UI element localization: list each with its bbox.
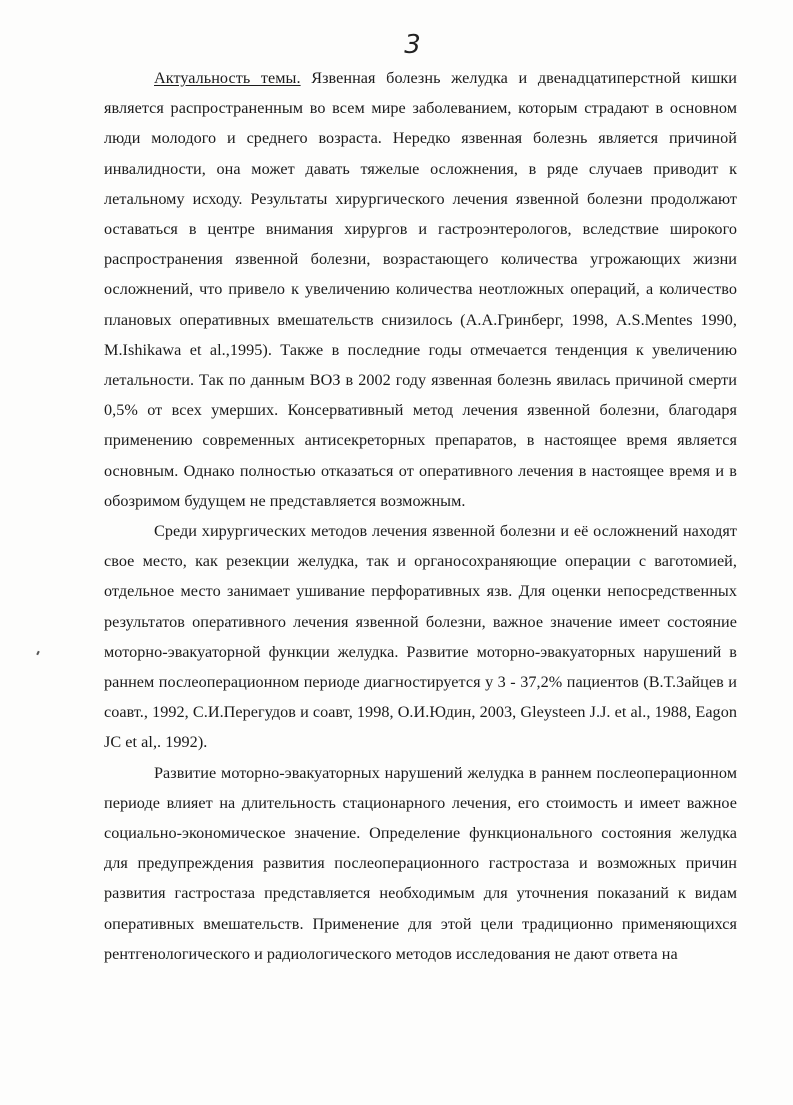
section-title: Актуальность темы. (154, 69, 301, 87)
paragraph-text: Язвенная болезнь желудка и двенадцатиперстной кишки является распространенным во всем мире заболеванием, которым страдают в основном люди молодого и среднего возраста. Нередко язвенная болезнь является причиной инвалидности, она может давать тяжелые осложнения, в ряде случаев приводит к летальному исходу. Результаты хирургического лечения язвенной болезни продолжают оставаться в центре внимания хирургов и гастроэнтерологов, вследствие широкого распространения язвенной болезни, возрастающего количества угрожающих жизни осложнений, что привело к увеличению количества неотложных операций, а количество плановых оперативных вмешательств снизилось (А.А.Гринберг, 1998, A.S.Mentes 1990, M.Ishikawa et al.,1995). Также в последние годы отмечается тенденция к увеличению летальности. Так по данным ВОЗ в 2002 году язвенная болезнь явилась причиной смерти 0,5% от всех умерших. Консервативный метод лечения язвенной болезни, благодаря применению современных антисекреторных препаратов, в настоящее время является основным. Однако полностью отказаться от оперативного лечения в настоящее время и в обозримом будущем не представляется возможным. (104, 69, 737, 510)
paragraph-relevance (104, 63, 737, 516)
margin-mark (36, 651, 40, 655)
paragraph-text: Развитие моторно-эвакуаторных нарушений желудка в раннем послеоперационном периоде влияет на длительность стационарного лечения, его стоимость и имеет важное социально-экономическое значение. Определение функционального состояния желудка для предупреждения развития послеоперационного гастростаза и возможных причин развития гастростаза представляется необходимым для уточнения показаний к видам оперативных вмешательств. Применение для этой цели традиционно применяющихся рентгенологического и радиологического методов исследования не дают ответа на (104, 763, 737, 963)
paragraph-surgical-methods (104, 516, 737, 758)
body-text (104, 63, 737, 969)
page-number: 3 (404, 30, 421, 60)
paragraph-motor-disorders (104, 758, 737, 969)
paragraph-text: Среди хирургических методов лечения язвенной болезни и её осложнений находят свое место, как резекции желудка, так и органосохраняющие операции с ваготомией, отдельное место занимает ушивание перфоративных язв. Для оценки непосредственных результатов оперативного лечения язвенной болезни, важное значение имеет состояние моторно-эвакуаторной функции желудка. Развитие моторно-эвакуаторных нарушений в раннем послеоперационном периоде диагностируется у 3 - 37,2% пациентов (В.Т.Зайцев и соавт., 1992, С.И.Перегудов и соавт, 1998, О.И.Юдин, 2003, Gleysteen J.J. et al., 1988, Eagon JC et al,. 1992). (104, 522, 737, 752)
